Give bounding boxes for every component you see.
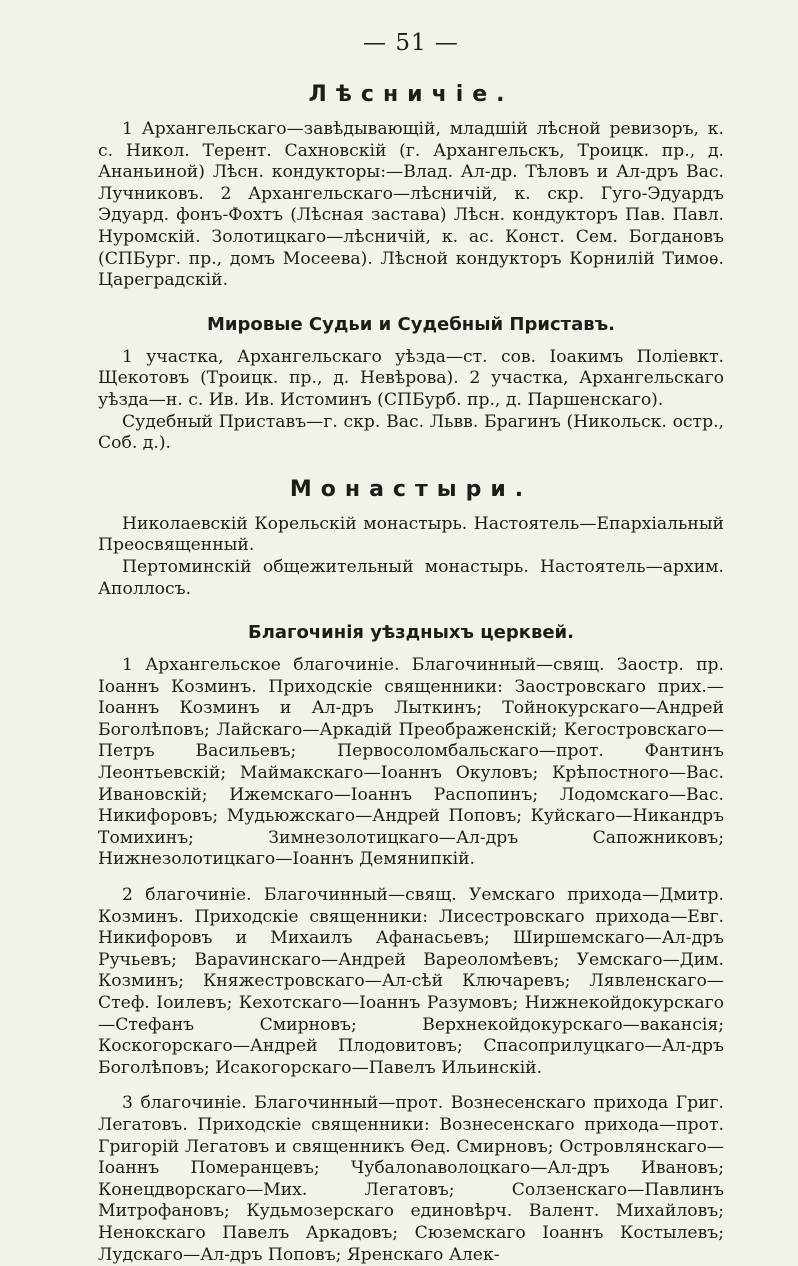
section-justices bbox=[98, 314, 724, 455]
paragraph: Николаевскій Корельскій монастырь. Настоятель—Епархіальный Преосвященный. bbox=[98, 513, 724, 556]
section-heading: Лѣсничіе. bbox=[308, 82, 514, 107]
paragraph: 1 Архангельское благочиніе. Благочинный—свящ. Заостр. пр. Іоаннъ Козминъ. Приходскіе священники: Заостровскаго прих.—Іоаннъ Козминъ и Ал-дръ Лыткинъ; Тойнокурскаго—Андрей Боголѣповъ; Лайскаго—Аркадій Преображенскій; Кегостровскаго—Петръ Васильевъ; Первосоломбальскаго—прот. Фантинъ Леонтьевскій; Маймакскаго—Іоаннъ Окуловъ; Крѣпостного—Вас. Ивановскій; Ижемскаго—Іоаннъ Распопинъ; Лодомскаго—Вас. Никифоровъ; Мудьюжскаго—Андрей Поповъ; Куйскаго—Никандръ Томихинъ; Зимнезолотицкаго—Ал-дръ Сапожниковъ; Нижнезолотицкаго—Іоаннъ Демянипкій. bbox=[98, 655, 724, 870]
paragraph: Пертоминскій общежительный монастырь. Настоятель—архим. Аполлосъ. bbox=[98, 556, 724, 599]
page-number: — 51 — bbox=[363, 30, 459, 56]
paragraph: 3 благочиніе. Благочинный—прот. Вознесенскаго прихода Григ. Легатовъ. Приходскіе священники: Вознесенскаго прихода—прот. Григорій Легатовъ и священникъ Ѳед. Смирновъ; Островлянскаго—Іоаннъ Померанцевъ; Чубалоnаволоцкаго—Ал-дръ Ивановъ; Конецдворскаго—Мих. Легатовъ; Солзенскаго—Павлинъ Митрофановъ; Кудьмозерскаго единовѣрч. Валент. Михайловъ; Ненокскаго Павелъ Аркадовъ; Сюземскаго Іоаннъ Костылевъ; Лудскаго—Ал-дръ Поповъ; Яренскаго Алек- bbox=[98, 1093, 724, 1265]
section-monasteries bbox=[98, 477, 724, 600]
section-heading: Монастыри. bbox=[289, 476, 533, 502]
paragraph: 1 участка, Архангельскаго уѣзда—ст. сов. Іоакимъ Поліевкт. Щекотовъ (Троицк. пр., д. Невѣрова). 2 участка, Архангельскаго уѣзда—н. с. Ив. Ив. Истоминъ (СПБурб. пр., д. Паршенскаго). bbox=[98, 346, 724, 410]
paragraph: 2 благочиніе. Благочинный—свящ. Уемскаго прихода—Дмитр. Козминъ. Приходскіе священники: Лисестровскаго прихода—Евг. Никифоровъ и Михаилъ Афанасьевъ; Ширшемскаго—Ал-дръ Ручьевъ; Вараvинскаго—Андрей Вареоломѣевъ; Уемскаго—Дим. Козминъ; Княжестровскаго—Ал-сѣй Ключаревъ; Лявленскаго—Стеф. Іоилевъ; Кехотскаго—Іоаннъ Разумовъ; Нижнекойдокурскаго—Стефанъ Смирновъ; Верхнекойдокурскаго—вакансія; Коскогорскаго—Андрей Плодовитовъ; Спасоприлуцкаго—Ал-дръ Боголѣповъ; Исакогорскаго—Павелъ Ильинскій. bbox=[98, 885, 724, 1078]
section-heading: Мировые Судьи и Судебный Приставъ. bbox=[207, 313, 615, 335]
paragraph: 1 Архангельскаго—завѣдывающій, младшій лѣсной ревизоръ, к. с. Никол. Терент. Сахновскій (г. Архангельскъ, Троицк. пр., д. Ананьиной) Лѣсн. кондукторы:—Влад. Ал-др. Тѣловъ и Ал-дръ Вас. Лучниковъ. 2 Архангельскаго—лѣсничій, к. скр. Гуго-Эдуардъ Эдуард. фонъ-Фохтъ (Лѣсная застава) Лѣсн. кондукторъ Пав. Павл. Нуромскій. Золотицкаго—лѣсничій, к. ас. Конст. Сем. Богдановъ (СПБург. пр., домъ Мосеева). Лѣсной кондукторъ Корнилій Тимоѳ. Цареградскій. bbox=[98, 119, 724, 291]
section-forestry bbox=[98, 82, 724, 292]
section-heading: Благочинія уѣздныхъ церквей. bbox=[247, 622, 574, 644]
paragraph: Судебный Приставъ—г. скр. Вас. Львв. Брагинъ (Никольск. остр., Соб. д.). bbox=[98, 411, 724, 454]
section-deaneries bbox=[98, 622, 724, 1266]
